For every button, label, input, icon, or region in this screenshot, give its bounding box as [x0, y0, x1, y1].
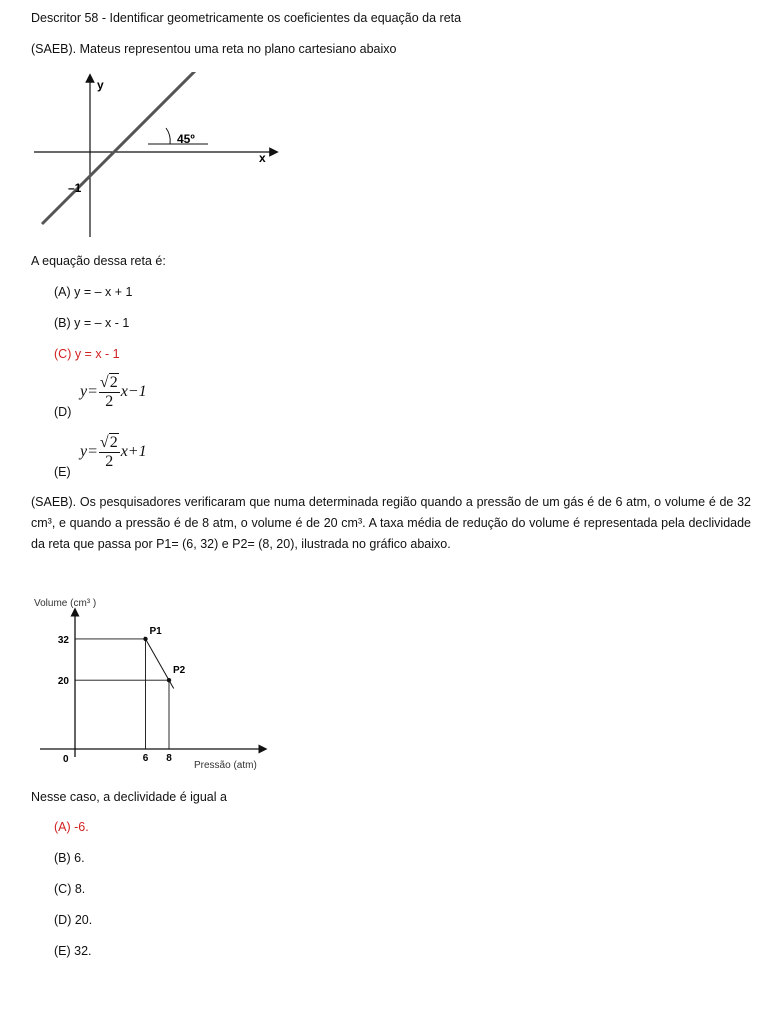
q1-prompt: A equação dessa reta é: — [31, 254, 166, 268]
q2-x-axis-label: Pressão (atm) — [194, 760, 257, 771]
q2-point-label-p2: P2 — [173, 665, 186, 677]
q2-y-axis-label: Volume (cm³ ) — [34, 598, 97, 609]
q1-formula-d: y= $\frac{√2}{2}$ x−1 — [80, 374, 147, 410]
page-title: Descritor 58 - Identificar geometricamente os coeficientes da equação da reta — [31, 11, 462, 25]
q2-prompt: Nesse caso, a declividade é igual a — [31, 790, 227, 804]
q2-line — [144, 637, 173, 689]
formula-d-num: 2 — [109, 374, 118, 391]
q1-intro: (SAEB). Mateus representou uma reta no plano cartesiano abaixo — [31, 42, 397, 56]
q1-option-d-label: (D) — [54, 405, 72, 419]
q2-option-c: (C) 8. — [54, 882, 86, 896]
formula-d-lhs: y= — [80, 383, 98, 401]
q1-y-label: y — [97, 78, 104, 92]
q1-line — [42, 72, 198, 224]
q1-angle-arc — [166, 128, 170, 144]
formula-e-lhs: y= — [80, 443, 98, 461]
q1-graph — [30, 72, 280, 242]
formula-e-den: 2 — [105, 453, 114, 470]
q1-x-label: x — [259, 151, 266, 165]
q2-x-tick-6: 6 — [142, 753, 149, 764]
q1-option-c: (C) y = x - 1 — [54, 347, 120, 361]
q2-y-tick-32: 32 — [57, 634, 69, 646]
q1-intercept-label: –1 — [68, 181, 82, 195]
q2-option-e: (E) 32. — [54, 944, 92, 958]
q1-angle-label: 45º — [177, 132, 195, 146]
formula-d-den: 2 — [105, 393, 114, 410]
q2-option-b: (B) 6. — [54, 851, 85, 865]
q2-dynamic-marks — [58, 626, 186, 764]
q1-option-e-label: (E) — [54, 465, 71, 479]
formula-e-num: 2 — [109, 434, 118, 451]
q2-x-tick-8: 8 — [166, 753, 172, 764]
q2-option-d: (D) 20. — [54, 913, 93, 927]
q1-formula-e: y= $\frac{√2}{2}$ x+1 — [80, 434, 147, 470]
q2-origin-label: 0 — [63, 754, 69, 765]
q2-y-tick-20: 20 — [57, 676, 69, 688]
q1-option-a: (A) y = – x + 1 — [54, 285, 133, 299]
q2-intro: (SAEB). Os pesquisadores verificaram que numa determinada região quando a pressão de um gás é de 6 atm, o volume é de 32 cm³, e quando a pressão é de 8 atm, o volume é de 20 cm³. A taxa média de redução do volume é representada pela declividade da reta que passa por P1= (6, 32) e P2= (8, 20), ilustrada no gráfico abaixo. — [31, 495, 751, 551]
formula-e-tail: x+1 — [120, 443, 147, 461]
q1-option-b: (B) y = – x - 1 — [54, 316, 130, 330]
q2-option-a: (A) -6. — [54, 820, 89, 834]
q2-point-label-p1: P1 — [149, 625, 162, 637]
q2-graph — [30, 592, 275, 774]
formula-d-tail: x−1 — [120, 383, 147, 401]
